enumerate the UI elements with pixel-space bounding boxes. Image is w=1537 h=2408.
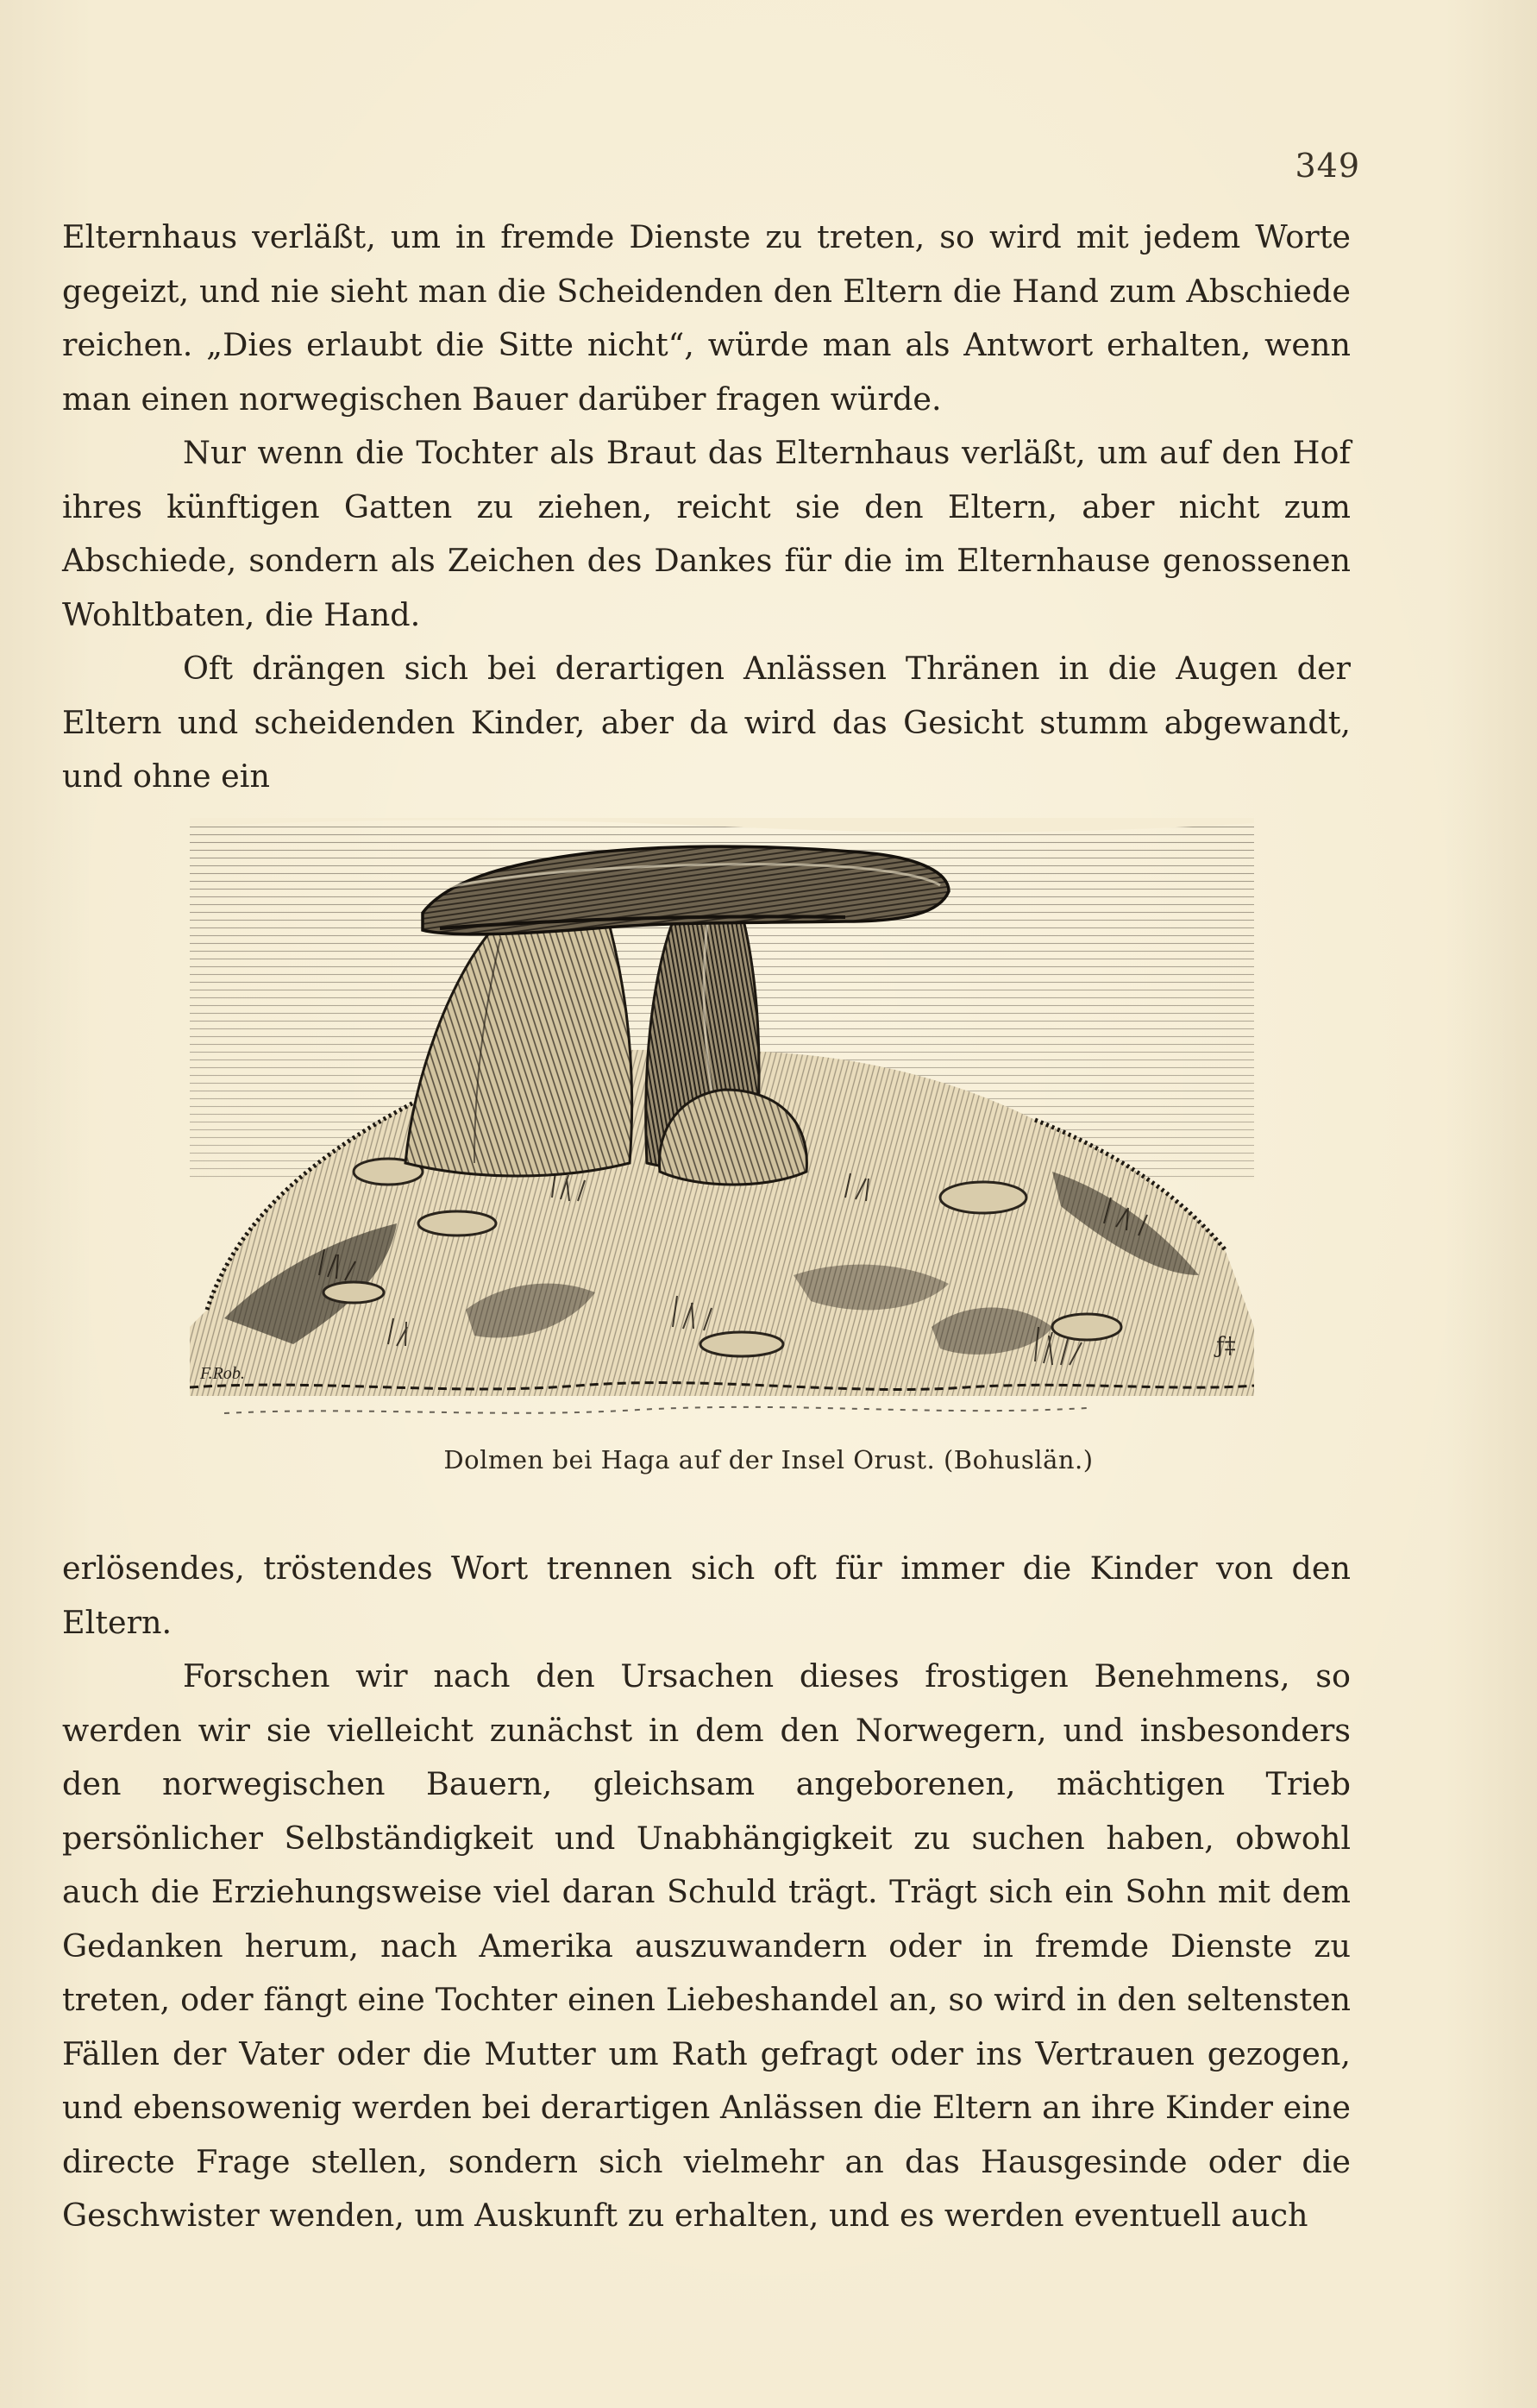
page-number: 349 — [1295, 147, 1360, 185]
monogram-mark: ƒ‡ — [1216, 1333, 1236, 1359]
small-stone — [940, 1182, 1026, 1213]
small-stone — [323, 1282, 384, 1303]
dolmen-illustration — [190, 792, 1254, 1448]
figure-caption: Dolmen bei Haga auf der Insel Orust. (Bohuslän.) — [443, 1445, 1094, 1474]
small-stone — [418, 1211, 496, 1235]
paragraph: Elternhaus verläßt, um in fremde Dienste zu treten, so wird mit jedem Worte gegeizt, und nie sieht man die Scheidenden den Eltern die Hand zum Abschiede reichen. „Dies erlaubt die Sitte nicht“, würde man als Antwort erhalten, wenn man einen norwegischen Bauer darüber fragen würde. — [62, 218, 1351, 418]
artist-signature: F.Rob. — [200, 1364, 245, 1383]
paragraph: Nur wenn die Tochter als Braut das Elternhaus verläßt, um auf den Hof ihres künftigen Gatten zu ziehen, reicht sie den Eltern, aber nicht zum Abschiede, sondern als Zeichen des Dankes für die im Elternhause genossenen Wohltbaten, die Hand. — [62, 434, 1351, 633]
small-stone — [700, 1332, 783, 1356]
paragraph: erlösendes, tröstendes Wort trennen sich oft für immer die Kinder von den Eltern. — [62, 1550, 1351, 1641]
paragraph: Oft drängen sich bei derartigen Anlässen Thränen in die Augen der Eltern und scheidenden Kinder, aber da wird das Gesicht stumm abgewandt, und ohne ein — [62, 650, 1351, 795]
text-block-bottom — [62, 1542, 1351, 2243]
small-stone — [1052, 1314, 1121, 1340]
text-block-top — [62, 211, 1351, 804]
paragraph: Forschen wir nach den Ursachen dieses frostigen Benehmens, so werden wir sie vielleicht zunächst in dem den Norwegern, und insbesonders den norwegischen Bauern, gleichsam angeborenen, mächtigen Trieb persönlicher Selbständigkeit und Unabhängigkeit zu suchen haben, obwohl auch die Erziehungsweise viel daran Schuld trägt. Trägt sich ein Sohn mit dem Gedanken herum, nach Amerika auszuwandern oder in fremde Dienste zu treten, oder fängt eine Tochter einen Liebeshandel an, so wird in den seltensten Fällen der Vater oder die Mutter um Rath gefragt oder ins Vertrauen gezogen, und ebensowenig werden bei derartigen Anlässen die Eltern an ihre Kinder eine directe Frage stellen, sondern sich vielmehr an das Hausgesinde oder die Geschwister wenden, um Auskunft zu erhalten, und es werden eventuell auch — [62, 1657, 1351, 2234]
